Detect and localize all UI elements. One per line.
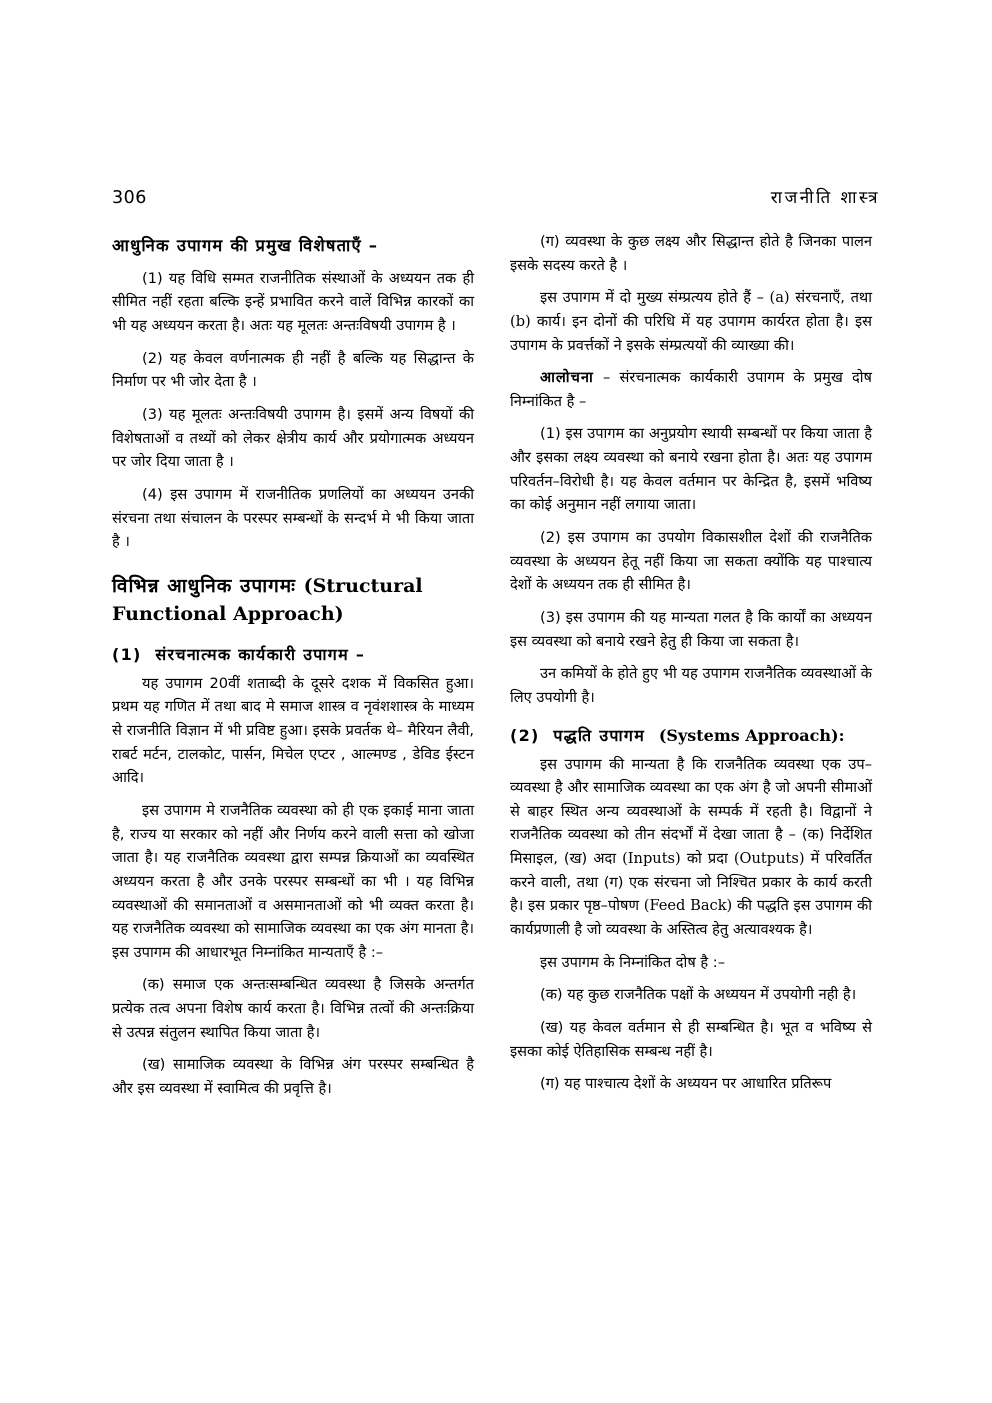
paragraph: (2) यह केवल वर्णनात्मक ही नहीं है बल्कि यह सिद्धान्त के निर्माण पर भी जोर देता है । xyxy=(112,349,474,391)
subsection-title: पद्धति उपागम xyxy=(553,725,646,745)
two-column-body xyxy=(112,230,880,1110)
paragraph-criticism xyxy=(510,366,872,413)
page-header xyxy=(112,185,880,208)
text-fragment: – संरचनात्मक कार्यकारी उपागम के प्रमुख दोष निम्नांकित है – xyxy=(510,369,872,410)
criticism-label: आलोचना xyxy=(540,369,594,387)
right-column xyxy=(510,230,872,1110)
paragraph xyxy=(510,753,872,942)
text-fragment: को प्रदा xyxy=(680,850,734,868)
paragraph: (3) इस उपागम की यह मान्यता गलत है कि कार्यों का अध्ययन इस व्यवस्था को बनाये रखने हेतु ही किया जा सकता है। xyxy=(510,608,872,650)
text-fragment: की पद्धति इस उपागम की कार्यप्रणाली है जो व्यवस्था के अस्तित्व हेतु अत्यावश्यक है। xyxy=(510,897,872,939)
paragraph: (4) इस उपागम में राजनीतिक प्रणलियों का अध्ययन उनकी संरचना तथा संचालन के परस्पर सम्बन्धों के सन्दर्भ मे भी किया जाता है । xyxy=(112,485,474,551)
paragraph: इस उपागम मे राजनैतिक व्यवस्था को ही एक इकाई माना जाता है, राज्य या सरकार को नहीं और निर्णय करने वाली सत्ता को खोजा जाता है। यह राजनैतिक व्यवस्था द्वारा सम्पन्न क्रियाओं का व्यवस्थित अध्ययन करता है और उनके परस्पर सम्बन्धों का भी । यह विभिन्न व्यवस्थाओं की समानताओं व असमानताओं को भी व्यक्त करता है। यह राजनैतिक व्यवस्था को सामाजिक व्यवस्था का एक अंग मानता है। इस उपागम की आधारभूत निम्नांकित मान्यताएँ है :– xyxy=(112,802,474,961)
paragraph xyxy=(510,286,872,357)
paragraph: (ख) यह केवल वर्तमान से ही सम्बन्धित है। भूत व भविष्य से इसका कोई ऐतिहासिक सम्बन्ध नहीं है। xyxy=(510,1018,872,1060)
text-fragment: में परिवर्तित करने वाली, तथा (ग) एक संरचना जो निश्चित प्रकार के कार्य करती है। इस प्रकार पृष्ठ–पोषण xyxy=(510,850,872,915)
subsection-title-english: (Systems Approach): xyxy=(658,725,845,745)
book-title: राजनीति शास्त्र xyxy=(770,188,880,208)
section-heading-structural-functional xyxy=(112,572,474,629)
paragraph: (ग) यह पाश्चात्य देशों के अध्ययन पर आधारित प्रतिरूप xyxy=(540,1075,832,1093)
label-b: (b) xyxy=(510,312,531,330)
heading-english-text: (Structural Functional Approach) xyxy=(112,574,423,626)
text-fragment: संरचनाएँ, तथा xyxy=(789,289,872,307)
label-a: (a) xyxy=(769,289,790,307)
left-column xyxy=(112,230,474,1110)
paragraph: (2) इस उपागम का उपयोग विकासशील देशों की राजनैतिक व्यवस्था के अध्ययन हेतू नहीं किया जा सकता क्योंकि यह पाश्चात्य देशों के अध्ययन तक ही सीमित है। xyxy=(510,529,872,594)
subsection-number: (2) xyxy=(510,725,540,745)
text-fragment: इस उपागम में दो मुख्य संम्प्रत्यय होते हैं – xyxy=(540,289,770,307)
page-number: 306 xyxy=(112,188,147,208)
subsection-title: संरचनात्मक कार्यकारी उपागम – xyxy=(155,644,366,664)
term-feedback: (Feed Back) xyxy=(643,897,733,915)
text-fragment: इस उपागम की मान्यता है कि राजनैतिक व्यवस्था एक उप–व्यवस्था है और सामाजिक व्यवस्था का एक अंग है जो अपनी सीमाओं से बाहर स्थित अन्य व्यवस्थाओं के सम्पर्क में रहती है। विद्वानों ने राजनैतिक व्यवस्था को तीन संदर्भों में देखा जाता है – (क) निर्देशित मिसाइल, (ख) अदा xyxy=(510,755,872,868)
term-outputs: (Outputs) xyxy=(733,850,805,868)
paragraph: (1) इस उपागम का अनुप्रयोग स्थायी सम्बन्धों पर किया जाता है और इसका लक्ष्य व्यवस्था को बनाये रखना होता है। अतः यह उपागम परिवर्तन–विरोधी है। यह केवल वर्तमान पर केन्द्रित है, इसमें भविष्य का कोई अनुमान नहीं लगाया जाता। xyxy=(510,425,872,514)
paragraph: यह उपागम 20वीं शताब्दी के दूसरे दशक में विकसित हुआ। प्रथम यह गणित में तथा बाद मे समाज शास्त्र व नृवंशशास्त्र के माध्यम से राजनीति विज्ञान में भी प्रविष्ट हुआ। इसके प्रवर्तक थे– मैरियन लैवी, राबर्ट मर्टन, टालकोट, पार्सन, मिचेल एप्टर , आल्मण्ड , डेविड ईस्टन आदि। xyxy=(112,674,474,787)
text-fragment: कार्य। इन दोनों की परिधि में यह उपागम कार्यरत होता है। इस उपागम के प्रवर्त्तकों ने इसके संम्प्रत्ययों की व्याख्या की। xyxy=(510,312,873,354)
paragraph: (1) यह विधि सम्मत राजनीतिक संस्थाओं के अध्ययन तक ही सीमित नहीं रहता बल्कि इन्हें प्रभावित करने वालें विभिन्न कारकों का भी यह अध्ययन करता है। अतः यह मूलतः अन्तःविषयी उपागम है । xyxy=(112,269,474,335)
subsection-heading-1 xyxy=(112,643,474,665)
paragraph: (ख) सामाजिक व्यवस्था के विभिन्न अंग परस्पर सम्बन्धित है और इस व्यवस्था में स्वामित्व की प्रवृत्ति है। xyxy=(112,1056,474,1098)
paragraph: उन कमियों के होते हुए भी यह उपागम राजनैतिक व्यवस्थाओं के लिए उपयोगी है। xyxy=(510,665,872,706)
paragraph: (क) समाज एक अन्तःसम्बन्धित व्यवस्था है जिसके अन्तर्गत प्रत्येक तत्व अपना विशेष कार्य करता है। विभिन्न तत्वों की अन्तःक्रिया से उत्पन्न संतुलन स्थापित किया जाता है। xyxy=(112,976,474,1041)
section-heading-modern-approach-features: आधुनिक उपागम की प्रमुख विशेषताएँ – xyxy=(112,236,379,255)
term-inputs: (Inputs) xyxy=(622,850,681,868)
paragraph: (क) यह कुछ राजनैतिक पक्षों के अध्ययन में उपयोगी नही है। xyxy=(540,986,857,1004)
paragraph: इस उपागम के निम्नांकित दोष है :– xyxy=(540,953,725,971)
subsection-heading-2 xyxy=(510,724,872,746)
paragraph: (ग) व्यवस्था के कुछ लक्ष्य और सिद्धान्त होते है जिनका पालन इसके सदस्य करते है । xyxy=(510,233,872,274)
subsection-number: (1) xyxy=(112,644,142,664)
paragraph: (3) यह मूलतः अन्तःविषयी उपागम है। इसमें अन्य विषयों की विशेषताओं व तथ्यों को लेकर क्षेत्रीय कार्य और प्रयोगात्मक अध्ययन पर जोर दिया जाता है । xyxy=(112,405,474,471)
heading-hindi-text: विभिन्न आधुनिक उपागमः xyxy=(112,574,297,597)
